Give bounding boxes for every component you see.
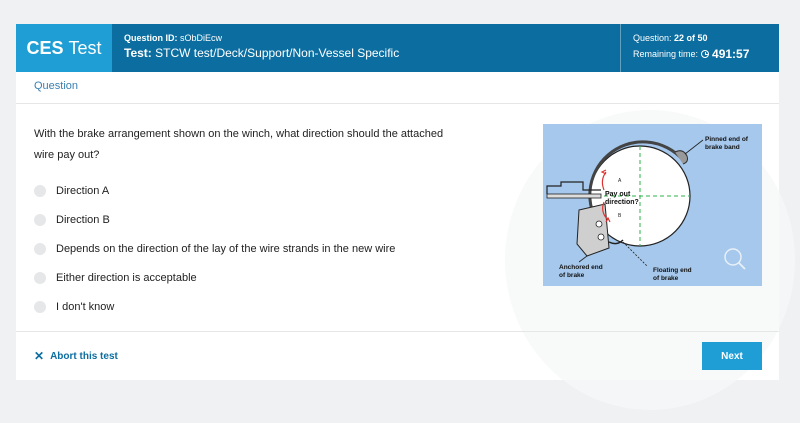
question-id-label: Question ID:	[124, 33, 178, 43]
payout-label-1: Pay out	[605, 191, 631, 198]
pinned-label-2: brake band	[705, 144, 740, 151]
abort-test-link[interactable]	[34, 349, 118, 363]
anchored-label-1: Anchored end	[559, 264, 603, 271]
progress-label: Question:	[633, 33, 672, 43]
test-label: Test:	[124, 46, 152, 60]
radio-button[interactable]	[34, 301, 46, 313]
divider	[16, 331, 779, 332]
option-b[interactable]	[34, 205, 395, 234]
question-progress	[633, 33, 749, 43]
remaining-label: Remaining time:	[633, 49, 699, 59]
question-id-value: sObDiEcw	[180, 33, 223, 43]
radio-button[interactable]	[34, 272, 46, 284]
answer-options	[34, 176, 395, 321]
progress-value: 22 of 50	[674, 33, 708, 43]
brand-bold: CES	[26, 37, 64, 58]
radio-button[interactable]	[34, 243, 46, 255]
anchored-label-2: of brake	[559, 272, 585, 279]
option-label: Either direction is acceptable	[56, 271, 197, 284]
question-id	[124, 33, 399, 43]
crank-shaft	[547, 194, 601, 198]
test-name	[124, 46, 399, 60]
brand-logo	[16, 24, 112, 72]
radio-button[interactable]	[34, 214, 46, 226]
winch-diagram	[543, 124, 762, 286]
brand-rest: Test	[68, 37, 102, 58]
question-info	[124, 33, 399, 60]
progress-info	[633, 33, 749, 61]
test-name-value: STCW test/Deck/Support/Non-Vessel Specific	[155, 46, 400, 60]
anchor-pin	[598, 234, 604, 240]
question-figure[interactable]	[543, 124, 762, 286]
section-label: Question	[34, 80, 79, 92]
next-button[interactable]: Next	[702, 342, 762, 370]
label-a: A	[618, 178, 622, 184]
pinned-label-1: Pinned end of	[705, 136, 748, 143]
option-label: Direction B	[56, 213, 110, 226]
clock-icon	[701, 50, 709, 58]
question-text: With the brake arrangement shown on the winch, what direction should the attached wire pay out?	[34, 128, 444, 161]
magnify-icon[interactable]	[725, 249, 745, 269]
abort-label: Abort this test	[50, 350, 118, 362]
option-label: Depends on the direction of the lay of the wire strands in the new wire	[56, 242, 396, 255]
floating-label-2: of brake	[653, 275, 679, 282]
option-label: Direction A	[56, 184, 110, 197]
option-a[interactable]	[34, 176, 395, 205]
close-icon: ✕	[34, 349, 45, 363]
timer-value: 491:57	[712, 47, 750, 61]
floating-label-1: Floating end	[653, 267, 692, 274]
header-bar	[16, 24, 779, 72]
pinned-leader	[685, 140, 703, 154]
option-e[interactable]	[34, 292, 395, 321]
label-b: B	[618, 213, 622, 219]
divider	[16, 103, 779, 104]
winch-frame	[577, 204, 609, 256]
remaining-time	[633, 47, 749, 61]
radio-button[interactable]	[34, 185, 46, 197]
anchored-leader	[579, 256, 587, 262]
option-label: I don't know	[56, 300, 115, 313]
option-c[interactable]	[34, 234, 395, 263]
anchor-pin	[596, 221, 602, 227]
header-separator	[620, 24, 621, 72]
option-d[interactable]	[34, 263, 395, 292]
payout-label-2: direction?	[605, 199, 639, 206]
